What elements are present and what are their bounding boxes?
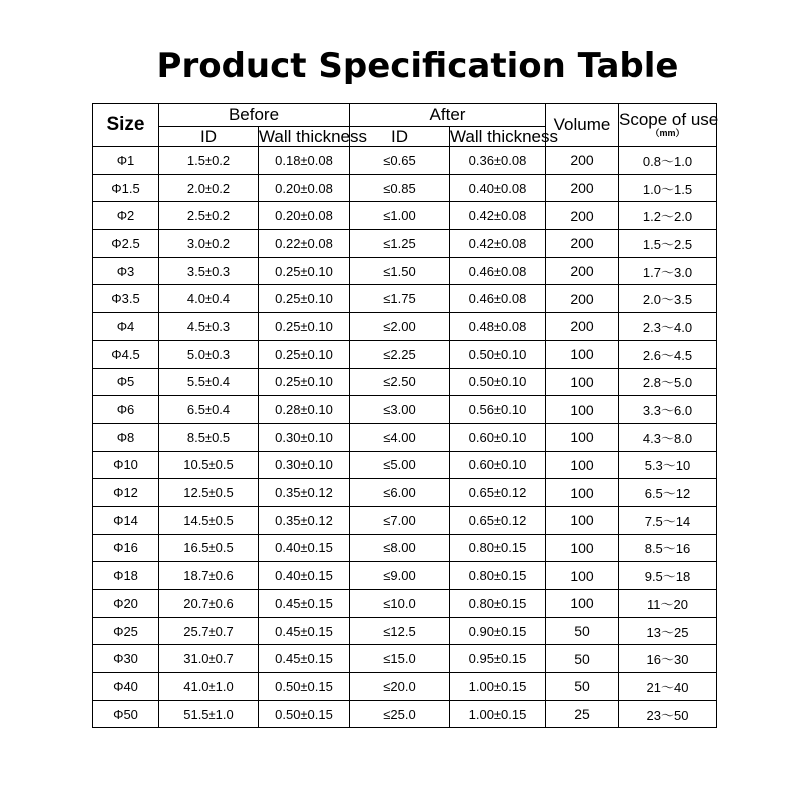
after-wall-cell: 0.42±0.08 xyxy=(450,230,546,258)
size-cell: Φ4.5 xyxy=(93,340,159,368)
after-wall-cell: 0.90±0.15 xyxy=(450,617,546,645)
before-id-cell: 5.0±0.3 xyxy=(159,340,259,368)
after-id-cell: ≤5.00 xyxy=(350,451,450,479)
before-wall-cell: 0.50±0.15 xyxy=(259,700,350,728)
table-row xyxy=(93,534,717,562)
header-scope-label: Scope of use xyxy=(619,110,719,129)
after-wall-cell: 0.80±0.15 xyxy=(450,534,546,562)
table-row xyxy=(93,451,717,479)
after-wall-cell: 0.80±0.15 xyxy=(450,562,546,590)
after-id-cell: ≤1.25 xyxy=(350,230,450,258)
before-id-cell: 16.5±0.5 xyxy=(159,534,259,562)
before-id-cell: 3.0±0.2 xyxy=(159,230,259,258)
before-wall-cell: 0.45±0.15 xyxy=(259,645,350,673)
volume-cell: 200 xyxy=(546,174,619,202)
table-row xyxy=(93,506,717,534)
header-size: Size xyxy=(93,104,159,147)
scope-cell: 1.0～1.5 xyxy=(619,174,717,202)
volume-cell: 100 xyxy=(546,479,619,507)
header-after: After xyxy=(350,104,546,127)
after-id-cell: ≤6.00 xyxy=(350,479,450,507)
volume-cell: 200 xyxy=(546,230,619,258)
header-before-wall-thickness: Wall thickness xyxy=(259,126,368,146)
volume-cell: 100 xyxy=(546,340,619,368)
before-id-cell: 51.5±1.0 xyxy=(159,700,259,728)
size-cell: Φ2 xyxy=(93,202,159,230)
size-cell: Φ8 xyxy=(93,423,159,451)
size-cell: Φ16 xyxy=(93,534,159,562)
after-id-cell: ≤0.85 xyxy=(350,174,450,202)
table-row xyxy=(93,313,717,341)
before-id-cell: 18.7±0.6 xyxy=(159,562,259,590)
size-cell: Φ20 xyxy=(93,590,159,618)
scope-cell: 2.3～4.0 xyxy=(619,313,717,341)
volume-cell: 100 xyxy=(546,396,619,424)
before-wall-cell: 0.22±0.08 xyxy=(259,230,350,258)
scope-cell: 2.0～3.5 xyxy=(619,285,717,313)
before-id-cell: 10.5±0.5 xyxy=(159,451,259,479)
before-wall-cell: 0.25±0.10 xyxy=(259,285,350,313)
size-cell: Φ25 xyxy=(93,617,159,645)
size-cell: Φ50 xyxy=(93,700,159,728)
size-cell: Φ40 xyxy=(93,673,159,701)
size-cell: Φ3.5 xyxy=(93,285,159,313)
volume-cell: 100 xyxy=(546,534,619,562)
volume-cell: 50 xyxy=(546,617,619,645)
before-id-cell: 12.5±0.5 xyxy=(159,479,259,507)
header-scope-unit: （mm） xyxy=(650,128,685,138)
scope-cell: 1.2～2.0 xyxy=(619,202,717,230)
before-wall-cell: 0.40±0.15 xyxy=(259,534,350,562)
after-wall-cell: 0.50±0.10 xyxy=(450,340,546,368)
scope-cell: 1.5～2.5 xyxy=(619,230,717,258)
scope-cell: 6.5～12 xyxy=(619,479,717,507)
after-id-cell: ≤20.0 xyxy=(350,673,450,701)
scope-cell: 5.3～10 xyxy=(619,451,717,479)
before-wall-cell: 0.50±0.15 xyxy=(259,673,350,701)
before-wall-cell: 0.25±0.10 xyxy=(259,340,350,368)
table-row xyxy=(93,479,717,507)
table-row xyxy=(93,396,717,424)
table-row xyxy=(93,562,717,590)
before-wall-cell: 0.20±0.08 xyxy=(259,202,350,230)
table-row xyxy=(93,590,717,618)
before-wall-cell: 0.25±0.10 xyxy=(259,368,350,396)
scope-cell: 23～50 xyxy=(619,700,717,728)
scope-cell: 0.8～1.0 xyxy=(619,147,717,175)
after-wall-cell: 0.46±0.08 xyxy=(450,285,546,313)
before-id-cell: 2.5±0.2 xyxy=(159,202,259,230)
after-id-cell: ≤8.00 xyxy=(350,534,450,562)
after-id-cell: ≤2.50 xyxy=(350,368,450,396)
after-wall-cell: 0.95±0.15 xyxy=(450,645,546,673)
before-id-cell: 4.5±0.3 xyxy=(159,313,259,341)
after-id-cell: ≤0.65 xyxy=(350,147,450,175)
before-wall-cell: 0.40±0.15 xyxy=(259,562,350,590)
size-cell: Φ30 xyxy=(93,645,159,673)
after-id-cell: ≤4.00 xyxy=(350,423,450,451)
after-id-cell: ≤15.0 xyxy=(350,645,450,673)
before-wall-cell: 0.30±0.10 xyxy=(259,451,350,479)
size-cell: Φ14 xyxy=(93,506,159,534)
before-id-cell: 4.0±0.4 xyxy=(159,285,259,313)
before-id-cell: 3.5±0.3 xyxy=(159,257,259,285)
size-cell: Φ1 xyxy=(93,147,159,175)
header-before-id: ID xyxy=(159,127,259,147)
before-wall-cell: 0.35±0.12 xyxy=(259,506,350,534)
header-after-id: ID xyxy=(350,127,450,147)
before-id-cell: 5.5±0.4 xyxy=(159,368,259,396)
header-row-group xyxy=(93,104,717,127)
table-row xyxy=(93,257,717,285)
after-wall-cell: 0.40±0.08 xyxy=(450,174,546,202)
table-row xyxy=(93,368,717,396)
volume-cell: 200 xyxy=(546,202,619,230)
after-wall-cell: 0.65±0.12 xyxy=(450,506,546,534)
table-row xyxy=(93,617,717,645)
after-wall-cell: 1.00±0.15 xyxy=(450,700,546,728)
after-wall-cell: 0.36±0.08 xyxy=(450,147,546,175)
before-wall-cell: 0.45±0.15 xyxy=(259,590,350,618)
page-title: Product Specification Table xyxy=(156,46,679,86)
table-row xyxy=(93,230,717,258)
after-wall-cell: 0.42±0.08 xyxy=(450,202,546,230)
table-row xyxy=(93,340,717,368)
volume-cell: 25 xyxy=(546,700,619,728)
scope-cell: 16～30 xyxy=(619,645,717,673)
before-id-cell: 14.5±0.5 xyxy=(159,506,259,534)
before-id-cell: 41.0±1.0 xyxy=(159,673,259,701)
size-cell: Φ5 xyxy=(93,368,159,396)
size-cell: Φ4 xyxy=(93,313,159,341)
volume-cell: 100 xyxy=(546,423,619,451)
after-wall-cell: 1.00±0.15 xyxy=(450,673,546,701)
before-id-cell: 25.7±0.7 xyxy=(159,617,259,645)
after-id-cell: ≤2.00 xyxy=(350,313,450,341)
spec-table xyxy=(92,103,717,728)
before-wall-cell: 0.20±0.08 xyxy=(259,174,350,202)
after-id-cell: ≤12.5 xyxy=(350,617,450,645)
before-wall-cell: 0.25±0.10 xyxy=(259,257,350,285)
volume-cell: 200 xyxy=(546,285,619,313)
header-before: Before xyxy=(159,104,350,127)
volume-cell: 50 xyxy=(546,645,619,673)
after-id-cell: ≤3.00 xyxy=(350,396,450,424)
before-wall-cell: 0.45±0.15 xyxy=(259,617,350,645)
before-wall-cell: 0.18±0.08 xyxy=(259,147,350,175)
scope-cell: 9.5～18 xyxy=(619,562,717,590)
size-cell: Φ3 xyxy=(93,257,159,285)
after-wall-cell: 0.56±0.10 xyxy=(450,396,546,424)
after-wall-cell: 0.50±0.10 xyxy=(450,368,546,396)
size-cell: Φ6 xyxy=(93,396,159,424)
volume-cell: 100 xyxy=(546,590,619,618)
volume-cell: 50 xyxy=(546,673,619,701)
after-id-cell: ≤25.0 xyxy=(350,700,450,728)
table-row xyxy=(93,673,717,701)
volume-cell: 200 xyxy=(546,147,619,175)
table-row xyxy=(93,147,717,175)
after-id-cell: ≤9.00 xyxy=(350,562,450,590)
size-cell: Φ18 xyxy=(93,562,159,590)
size-cell: Φ2.5 xyxy=(93,230,159,258)
table-row xyxy=(93,423,717,451)
after-id-cell: ≤10.0 xyxy=(350,590,450,618)
after-wall-cell: 0.65±0.12 xyxy=(450,479,546,507)
size-cell: Φ12 xyxy=(93,479,159,507)
before-id-cell: 8.5±0.5 xyxy=(159,423,259,451)
after-id-cell: ≤1.00 xyxy=(350,202,450,230)
volume-cell: 100 xyxy=(546,368,619,396)
scope-cell: 2.6～4.5 xyxy=(619,340,717,368)
scope-cell: 21～40 xyxy=(619,673,717,701)
before-id-cell: 31.0±0.7 xyxy=(159,645,259,673)
table-row xyxy=(93,285,717,313)
table-row xyxy=(93,645,717,673)
scope-cell: 13～25 xyxy=(619,617,717,645)
before-wall-cell: 0.35±0.12 xyxy=(259,479,350,507)
before-wall-cell: 0.30±0.10 xyxy=(259,423,350,451)
size-cell: Φ1.5 xyxy=(93,174,159,202)
spec-table-body xyxy=(93,147,717,728)
after-id-cell: ≤2.25 xyxy=(350,340,450,368)
before-id-cell: 2.0±0.2 xyxy=(159,174,259,202)
header-volume: Volume xyxy=(546,104,619,147)
table-row xyxy=(93,700,717,728)
table-row xyxy=(93,174,717,202)
scope-cell: 7.5～14 xyxy=(619,506,717,534)
header-scope-of-use xyxy=(619,104,717,147)
scope-cell: 3.3～6.0 xyxy=(619,396,717,424)
scope-cell: 8.5～16 xyxy=(619,534,717,562)
before-wall-cell: 0.28±0.10 xyxy=(259,396,350,424)
after-wall-cell: 0.46±0.08 xyxy=(450,257,546,285)
before-wall-cell: 0.25±0.10 xyxy=(259,313,350,341)
after-wall-cell: 0.60±0.10 xyxy=(450,451,546,479)
after-wall-cell: 0.80±0.15 xyxy=(450,590,546,618)
scope-cell: 4.3～8.0 xyxy=(619,423,717,451)
after-wall-cell: 0.60±0.10 xyxy=(450,423,546,451)
after-id-cell: ≤1.50 xyxy=(350,257,450,285)
before-id-cell: 20.7±0.6 xyxy=(159,590,259,618)
scope-cell: 1.7～3.0 xyxy=(619,257,717,285)
volume-cell: 100 xyxy=(546,506,619,534)
volume-cell: 100 xyxy=(546,451,619,479)
after-id-cell: ≤1.75 xyxy=(350,285,450,313)
scope-cell: 2.8～5.0 xyxy=(619,368,717,396)
volume-cell: 200 xyxy=(546,313,619,341)
scope-cell: 11～20 xyxy=(619,590,717,618)
after-id-cell: ≤7.00 xyxy=(350,506,450,534)
after-wall-cell: 0.48±0.08 xyxy=(450,313,546,341)
before-id-cell: 6.5±0.4 xyxy=(159,396,259,424)
size-cell: Φ10 xyxy=(93,451,159,479)
before-id-cell: 1.5±0.2 xyxy=(159,147,259,175)
volume-cell: 100 xyxy=(546,562,619,590)
table-row xyxy=(93,202,717,230)
volume-cell: 200 xyxy=(546,257,619,285)
header-after-wall-thickness: Wall thickness xyxy=(450,126,559,146)
